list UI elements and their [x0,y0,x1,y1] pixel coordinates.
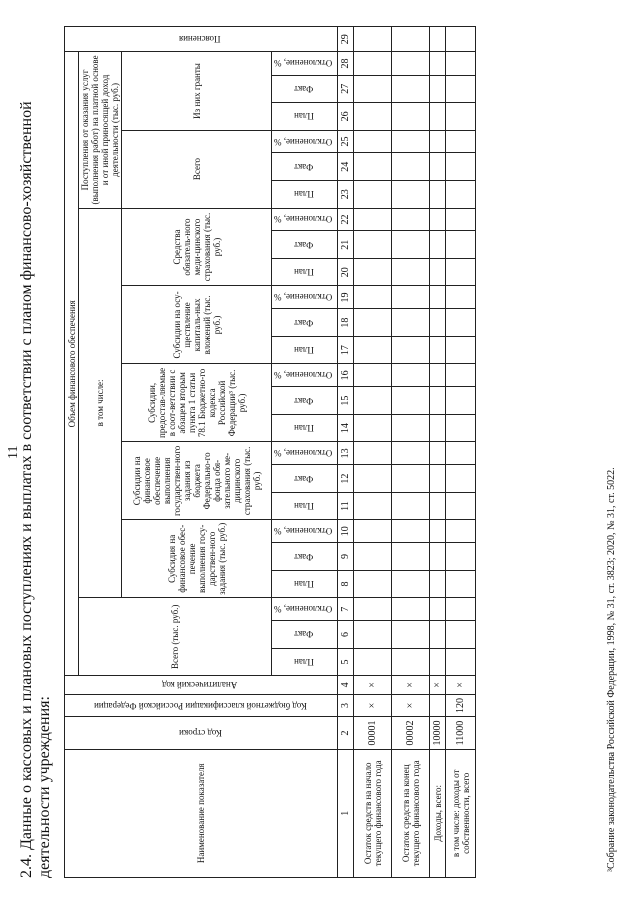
subheader-plan: План [272,181,338,209]
section-heading: 2.4. Данные о кассовых и плановых поступлениях и выплатах в соответствии с планом финансово-хозяйственной деятельности учреждения: [18,101,53,878]
cash-receipts-table [64,26,476,878]
header-paid-services: Поступления от оказания услуг (выполнения работ) на платной основе и от иной приносящей доход деятельности (тыс. руб.) [79,52,122,208]
subheader-plan: План [272,492,338,520]
subheader-fact: Факт [272,387,338,415]
header-indicator-name: Наименование показателя [65,749,338,877]
column-number-row: 1 2 3 4 5 6 7 8 9 10 11 12 13 14 15 16 17 18 19 20 21 22 23 24 25 26 27 28 29 [338,27,354,878]
header-total: Всего (тыс. руб.) [79,598,272,676]
subheader-deviation: Отклонение, % [272,130,338,153]
header-explanations: Пояснения [65,27,338,52]
header-subsidy-budget-code: Субсидии, предостав-ляемые в соот-ветствии с абзацем вторым пункта 1 статьи 78.1 Бюджетно-го кодекса Российской Федерации³ (тыс. руб.) [122,364,272,442]
table-row: Остаток средств на конец текущего финансового года 00002 × × [392,27,430,878]
page-number: 11 [6,445,21,459]
subheader-fact: Факт [272,465,338,493]
subheader-deviation: Отклонение, % [272,520,338,543]
subheader-plan: План [272,336,338,364]
footnote: ³Собрание законодательства Российской Федерации, 1998, № 31, ст. 3823; 2020, № 31, ст. 5022. [606,467,617,872]
subheader-deviation: Отклонение, % [272,52,338,75]
table-row: Доходы, всего: 10000 × [430,27,446,878]
rotated-sheet [6,12,632,892]
header-budget-code: Код бюджетной классификации Российской Федерации [65,694,338,717]
header-funding-volume: Объем финансового обеспечения [65,52,79,676]
subheader-fact: Факт [272,621,338,649]
subheader-deviation: Отклонение, % [272,364,338,387]
subheader-fact: Факт [272,309,338,337]
subheader-plan: План [272,103,338,131]
subheader-deviation: Отклонение, % [272,442,338,465]
table-row: Остаток средств на начало текущего финансового года 00001 × × [354,27,392,878]
subheader-plan: План [272,258,338,286]
subheader-plan: План [272,570,338,598]
subheader-fact: Факт [272,75,338,103]
header-including: в том числе: [79,208,122,598]
subheader-deviation: Отклонение, % [272,208,338,231]
header-subsidy-mandatory-insurance: Субсидии на финансовое обеспечение выполнения государствен-ного задания из бюджета Федерально-го фонда обя-зательного ме-дицинского страхования (тыс. руб.) [122,442,272,520]
header-subsidy-capital: Субсидии на осу-ществление капиталь-ных вложений (тыс. руб.) [122,286,272,364]
table-row: в том числе: доходы от собственности, всего 11000 120 × [446,27,476,878]
subheader-deviation: Отклонение, % [272,286,338,309]
header-paid-total: Всего [122,130,272,208]
header-analytic-code: Аналитический код [65,676,338,694]
header-subsidy-state-task: Субсидия на финансовое обес-печение выполнения госу-дарствен-ного задания (тыс. руб.) [122,520,272,598]
header-paid-grants: Из них гранты [122,52,272,130]
subheader-plan: План [272,648,338,676]
header-oms-funds: Средства обязатель-ного меди-цинского страхования (тыс. руб.) [122,208,272,286]
subheader-fact: Факт [272,543,338,571]
subheader-fact: Факт [272,231,338,259]
subheader-fact: Факт [272,153,338,181]
subheader-deviation: Отклонение, % [272,598,338,621]
subheader-plan: План [272,414,338,442]
header-line-code: Код строки [65,717,338,749]
